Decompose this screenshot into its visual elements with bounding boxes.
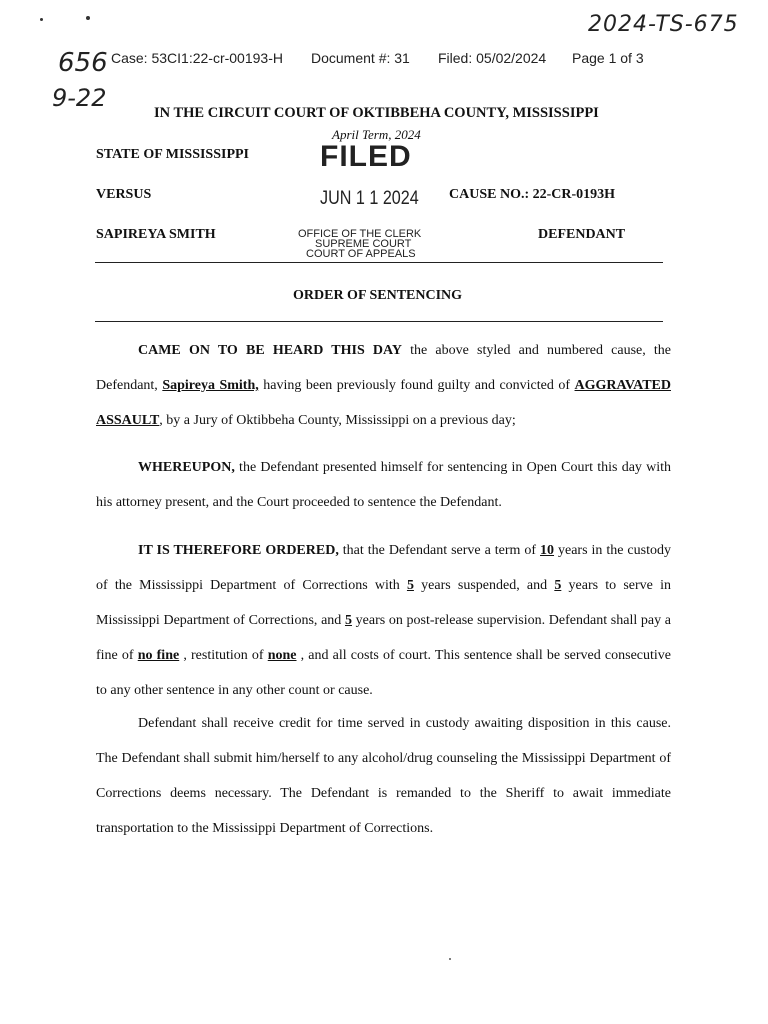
term-years: 10 [540, 543, 555, 558]
stamp-court: SUPREME COURT [315, 238, 412, 250]
paragraph-ordered [96, 533, 671, 708]
whereupon-lead: WHEREUPON, [138, 460, 235, 475]
text: the above styled and numbered cause, the Defendant, [96, 343, 672, 393]
text: having been previously found guilty and convicted of [258, 378, 575, 393]
paragraph-heard [96, 333, 671, 438]
term: April Term, 2024 [332, 127, 421, 142]
offense: AGGRAVATED ASSAULT [96, 378, 671, 428]
text: years to serve in Mississippi Department of Corrections, and [96, 578, 671, 628]
handwritten-number: 656 [58, 48, 108, 78]
heard-lead: CAME ON TO BE HEARD THIS DAY [138, 343, 402, 358]
text: years in the custody of the Mississippi Department of Corrections with [96, 543, 671, 593]
document-number: Document #: 31 [311, 50, 410, 66]
scan-speck [86, 16, 90, 20]
case-number: Case: 53CI1:22-cr-00193-H [111, 50, 283, 66]
text: years on post-release supervision. Defendant shall pay a fine of [96, 613, 672, 663]
text: that the Defendant serve a term of [338, 543, 541, 558]
ordered-lead: IT IS THEREFORE ORDERED, [138, 543, 339, 558]
stamp-appeals: COURT OF APPEALS [306, 248, 416, 260]
serve-years: 5 [554, 578, 562, 593]
handwritten-case-number: 2024-TS-675 [588, 12, 739, 37]
title-rule [95, 321, 663, 322]
filed-stamp: FILED [320, 140, 412, 173]
restitution: none [267, 648, 297, 663]
court-title: IN THE CIRCUIT COURT OF OKTIBBEHA COUNTY, MISSISSIPPI [154, 105, 599, 121]
text: , by a Jury of Oktibbeha County, Mississippi on a previous day; [159, 413, 516, 428]
text: , and all costs of court. This sentence shall be served consecutive to any other sentence in any other count or cause. [96, 648, 671, 698]
defendant-label: DEFENDANT [538, 227, 626, 242]
text: , restitution of [179, 648, 268, 663]
stamp-office: OFFICE OF THE CLERK [298, 228, 422, 240]
fine: no fine [137, 648, 180, 663]
scan-speck [449, 958, 451, 960]
prs-years: 5 [344, 613, 352, 628]
order-title: ORDER OF SENTENCING [293, 288, 463, 303]
paragraph-credit [96, 706, 671, 846]
text: Defendant shall receive credit for time served in custody awaiting disposition in this cause. The Defendant shall submit him/herself to any alcohol/drug counseling the Mississippi Department of Corrections deems necessary. The Defendant is remanded to the Sheriff to await immediate transportation to the Mississippi Department of Corrections. [96, 716, 671, 836]
caption-rule [95, 262, 663, 263]
versus: VERSUS [96, 187, 152, 202]
text: years suspended, and [413, 578, 555, 593]
page-number: Page 1 of 3 [572, 50, 644, 66]
cause-number: CAUSE NO.: 22-CR-0193H [449, 187, 616, 202]
text: the Defendant presented himself for sentencing in Open Court this day with his attorney present, and the Court proceeded to sentence the Defendant. [96, 460, 671, 510]
suspended-years: 5 [406, 578, 414, 593]
plaintiff: STATE OF MISSISSIPPI [96, 147, 250, 162]
scan-speck [40, 18, 43, 21]
filed-date: Filed: 05/02/2024 [438, 50, 547, 66]
defendant-name-inline: Sapireya Smith, [162, 378, 259, 393]
handwritten-date: 9-22 [52, 84, 107, 112]
stamp-date: JUN 1 1 2024 [320, 188, 419, 209]
paragraph-whereupon [96, 450, 671, 520]
defendant-name: SAPIREYA SMITH [96, 227, 216, 242]
